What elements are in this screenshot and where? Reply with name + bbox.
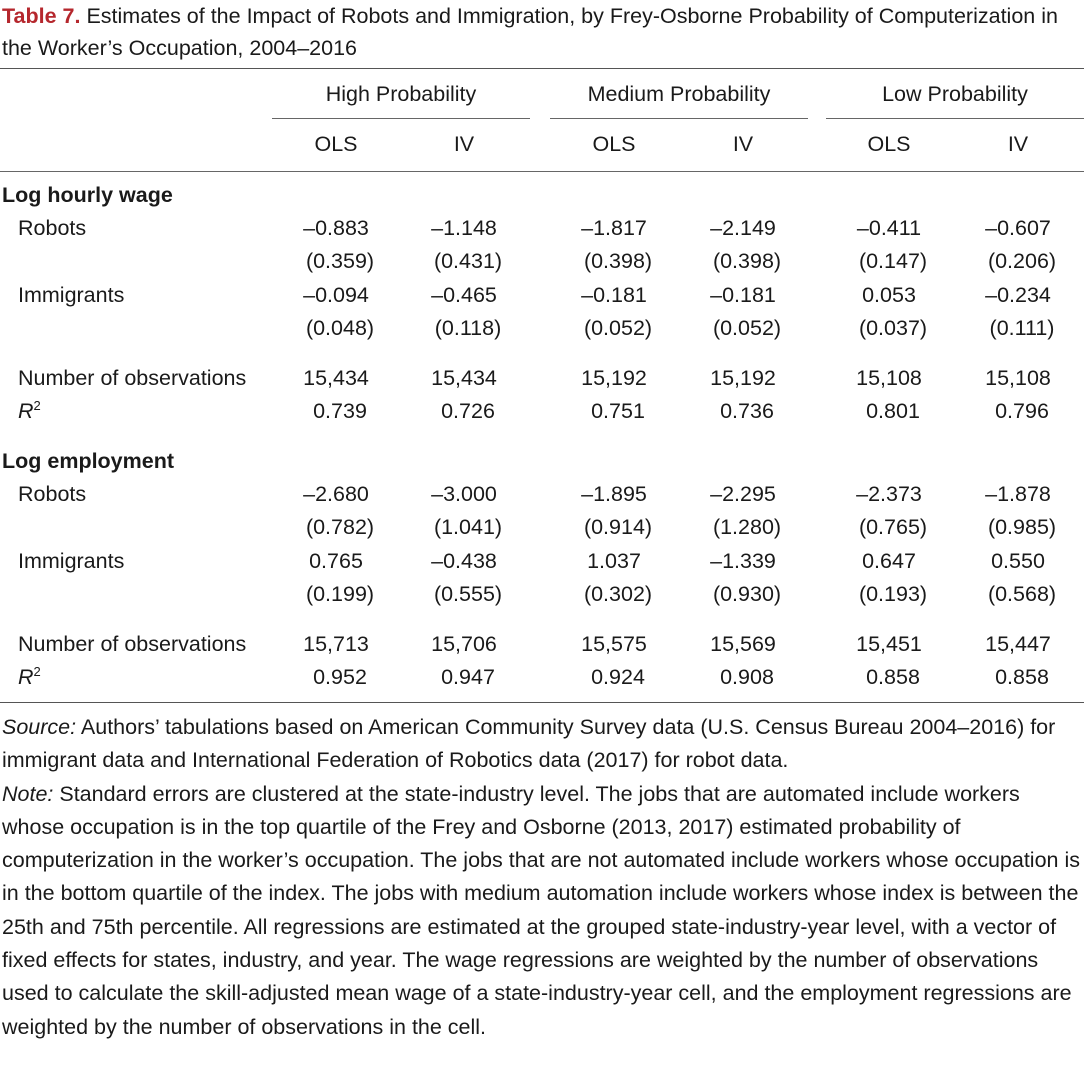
coefficient-cell: –3.000 xyxy=(431,482,497,506)
coefficient-cell: –1.148 xyxy=(431,216,497,240)
row-label: Robots xyxy=(18,216,87,240)
group-header-high: High Probability xyxy=(325,82,477,106)
top-rule xyxy=(0,68,1084,69)
group-header-low: Low Probability xyxy=(882,82,1028,106)
r-squared-cell: 0.924 xyxy=(591,665,645,689)
r-squared-cell: 0.858 xyxy=(995,665,1049,689)
observations-cell: 15,192 xyxy=(710,366,776,390)
column-header-1: IV xyxy=(453,132,475,156)
standard-error-cell: (0.048) xyxy=(305,316,375,340)
group-rule-high xyxy=(272,118,530,119)
coefficient-cell: –0.883 xyxy=(303,216,369,240)
section-header: Log hourly wage xyxy=(2,183,173,207)
standard-error-note xyxy=(2,778,1080,1044)
coefficient-cell: –0.094 xyxy=(303,283,369,307)
standard-error-cell: (0.206) xyxy=(987,249,1057,273)
source-note xyxy=(2,711,1080,778)
standard-error-cell: (0.147) xyxy=(858,249,928,273)
coefficient-cell: –1.878 xyxy=(985,482,1051,506)
coefficient-cell: –2.295 xyxy=(710,482,776,506)
group-rule-medium xyxy=(550,118,808,119)
coefficient-cell: –1.817 xyxy=(581,216,647,240)
standard-error-cell: (0.568) xyxy=(987,582,1057,606)
r-squared-cell: 0.858 xyxy=(866,665,920,689)
column-header-2: OLS xyxy=(592,132,636,156)
standard-error-cell: (0.052) xyxy=(712,316,782,340)
row-label: Robots xyxy=(18,482,87,506)
standard-error-cell: (0.037) xyxy=(858,316,928,340)
coefficient-cell: 0.647 xyxy=(862,549,916,573)
coefficient-cell: –0.438 xyxy=(431,549,497,573)
observations-cell: 15,569 xyxy=(710,632,776,656)
r-squared-symbol: R xyxy=(18,665,34,689)
standard-error-cell: (0.985) xyxy=(987,515,1057,539)
column-header-4: OLS xyxy=(867,132,911,156)
coefficient-cell: –1.895 xyxy=(581,482,647,506)
coefficient-cell: –0.607 xyxy=(985,216,1051,240)
observations-cell: 15,108 xyxy=(856,366,922,390)
standard-error-cell: (0.111) xyxy=(989,316,1055,340)
table-number: Table 7. xyxy=(2,4,81,28)
table-notes xyxy=(2,711,1080,1044)
standard-error-cell: (1.280) xyxy=(712,515,782,539)
coefficient-cell: –0.411 xyxy=(856,216,922,240)
coefficient-cell: –2.373 xyxy=(856,482,922,506)
r-squared-cell: 0.739 xyxy=(313,399,367,423)
standard-error-cell: (0.398) xyxy=(712,249,782,273)
r-squared-cell: 0.751 xyxy=(591,399,645,423)
standard-error-cell: (0.782) xyxy=(305,515,375,539)
standard-error-cell: (0.914) xyxy=(583,515,653,539)
group-header-medium: Medium Probability xyxy=(587,82,771,106)
r-squared-cell: 0.726 xyxy=(441,399,495,423)
column-header-3: IV xyxy=(732,132,754,156)
observations-cell: 15,192 xyxy=(581,366,647,390)
observations-cell: 15,434 xyxy=(303,366,369,390)
standard-error-cell: (1.041) xyxy=(433,515,503,539)
coefficient-cell: –0.181 xyxy=(710,283,776,307)
r-squared-cell: 0.796 xyxy=(995,399,1049,423)
coefficient-cell: –1.339 xyxy=(710,549,776,573)
column-header-5: IV xyxy=(1007,132,1029,156)
r-squared-label xyxy=(18,663,41,691)
observations-label: Number of observations xyxy=(18,632,247,656)
note-label: Note: xyxy=(2,781,54,806)
r-squared-cell: 0.908 xyxy=(720,665,774,689)
header-rule xyxy=(0,171,1084,172)
standard-error-cell: (0.398) xyxy=(583,249,653,273)
section-header: Log employment xyxy=(2,449,175,473)
standard-error-cell: (0.765) xyxy=(858,515,928,539)
standard-error-cell: (0.302) xyxy=(583,582,653,606)
standard-error-cell: (0.930) xyxy=(712,582,782,606)
observations-cell: 15,108 xyxy=(985,366,1051,390)
table-caption: Estimates of the Impact of Robots and Immigration, by Frey-Osborne Probability of Computerization in the Worker’s Occupation, 2004–2016 xyxy=(2,4,1058,60)
coefficient-cell: 0.765 xyxy=(309,549,363,573)
observations-cell: 15,451 xyxy=(856,632,922,656)
column-header-0: OLS xyxy=(314,132,358,156)
r-squared-cell: 0.952 xyxy=(313,665,367,689)
coefficient-cell: –0.181 xyxy=(581,283,647,307)
standard-error-cell: (0.052) xyxy=(583,316,653,340)
coefficient-cell: –0.234 xyxy=(985,283,1051,307)
r-squared-cell: 0.801 xyxy=(866,399,920,423)
standard-error-cell: (0.193) xyxy=(858,582,928,606)
r-squared-cell: 0.736 xyxy=(720,399,774,423)
source-label: Source: xyxy=(2,715,77,739)
group-rule-low xyxy=(826,118,1084,119)
r-squared-label xyxy=(18,397,41,425)
r-squared-symbol: R xyxy=(18,399,34,423)
bottom-rule xyxy=(0,702,1084,703)
observations-cell: 15,434 xyxy=(431,366,497,390)
observations-cell: 15,447 xyxy=(985,632,1051,656)
note-text: Standard errors are clustered at the state-industry level. The jobs that are automated include workers whose occupation is in the top quartile of the Frey and Osborne (2013, 2017) estimated probability of computerization in the worker’s occupation. The jobs that are not automated include workers whose occupation is in the bottom quartile of the index. The jobs with medium automation include workers whose index is between the 25th and 75th percentile. All regressions are estimated at the grouped state-industry-year level, with a vector of fixed effects for states, industry, and year. The wage regressions are weighted by the number of observations used to calculate the skill-adjusted mean wage of a state-industry-year cell, and the employment regressions are weighted by the number of observations in the cell. xyxy=(2,781,1080,1039)
coefficient-cell: 1.037 xyxy=(587,549,641,573)
observations-label: Number of observations xyxy=(18,366,247,390)
source-text: Authors’ tabulations based on American Community Survey data (U.S. Census Bureau 2004–2016) for immigrant data and International Federation of Robotics data (2017) for robot data. xyxy=(2,715,1056,773)
r-squared-superscript: 2 xyxy=(33,664,41,679)
coefficient-cell: –0.465 xyxy=(431,283,497,307)
standard-error-cell: (0.555) xyxy=(433,582,503,606)
table-title xyxy=(2,0,1080,64)
standard-error-cell: (0.431) xyxy=(433,249,503,273)
standard-error-cell: (0.359) xyxy=(305,249,375,273)
coefficient-cell: –2.680 xyxy=(303,482,369,506)
r-squared-cell: 0.947 xyxy=(441,665,495,689)
coefficient-cell: 0.053 xyxy=(862,283,916,307)
standard-error-cell: (0.118) xyxy=(434,316,502,340)
observations-cell: 15,575 xyxy=(581,632,647,656)
standard-error-cell: (0.199) xyxy=(305,582,375,606)
row-label: Immigrants xyxy=(18,283,125,307)
observations-cell: 15,706 xyxy=(431,632,497,656)
observations-cell: 15,713 xyxy=(303,632,369,656)
coefficient-cell: 0.550 xyxy=(991,549,1045,573)
row-label: Immigrants xyxy=(18,549,125,573)
coefficient-cell: –2.149 xyxy=(710,216,776,240)
r-squared-superscript: 2 xyxy=(33,398,41,413)
